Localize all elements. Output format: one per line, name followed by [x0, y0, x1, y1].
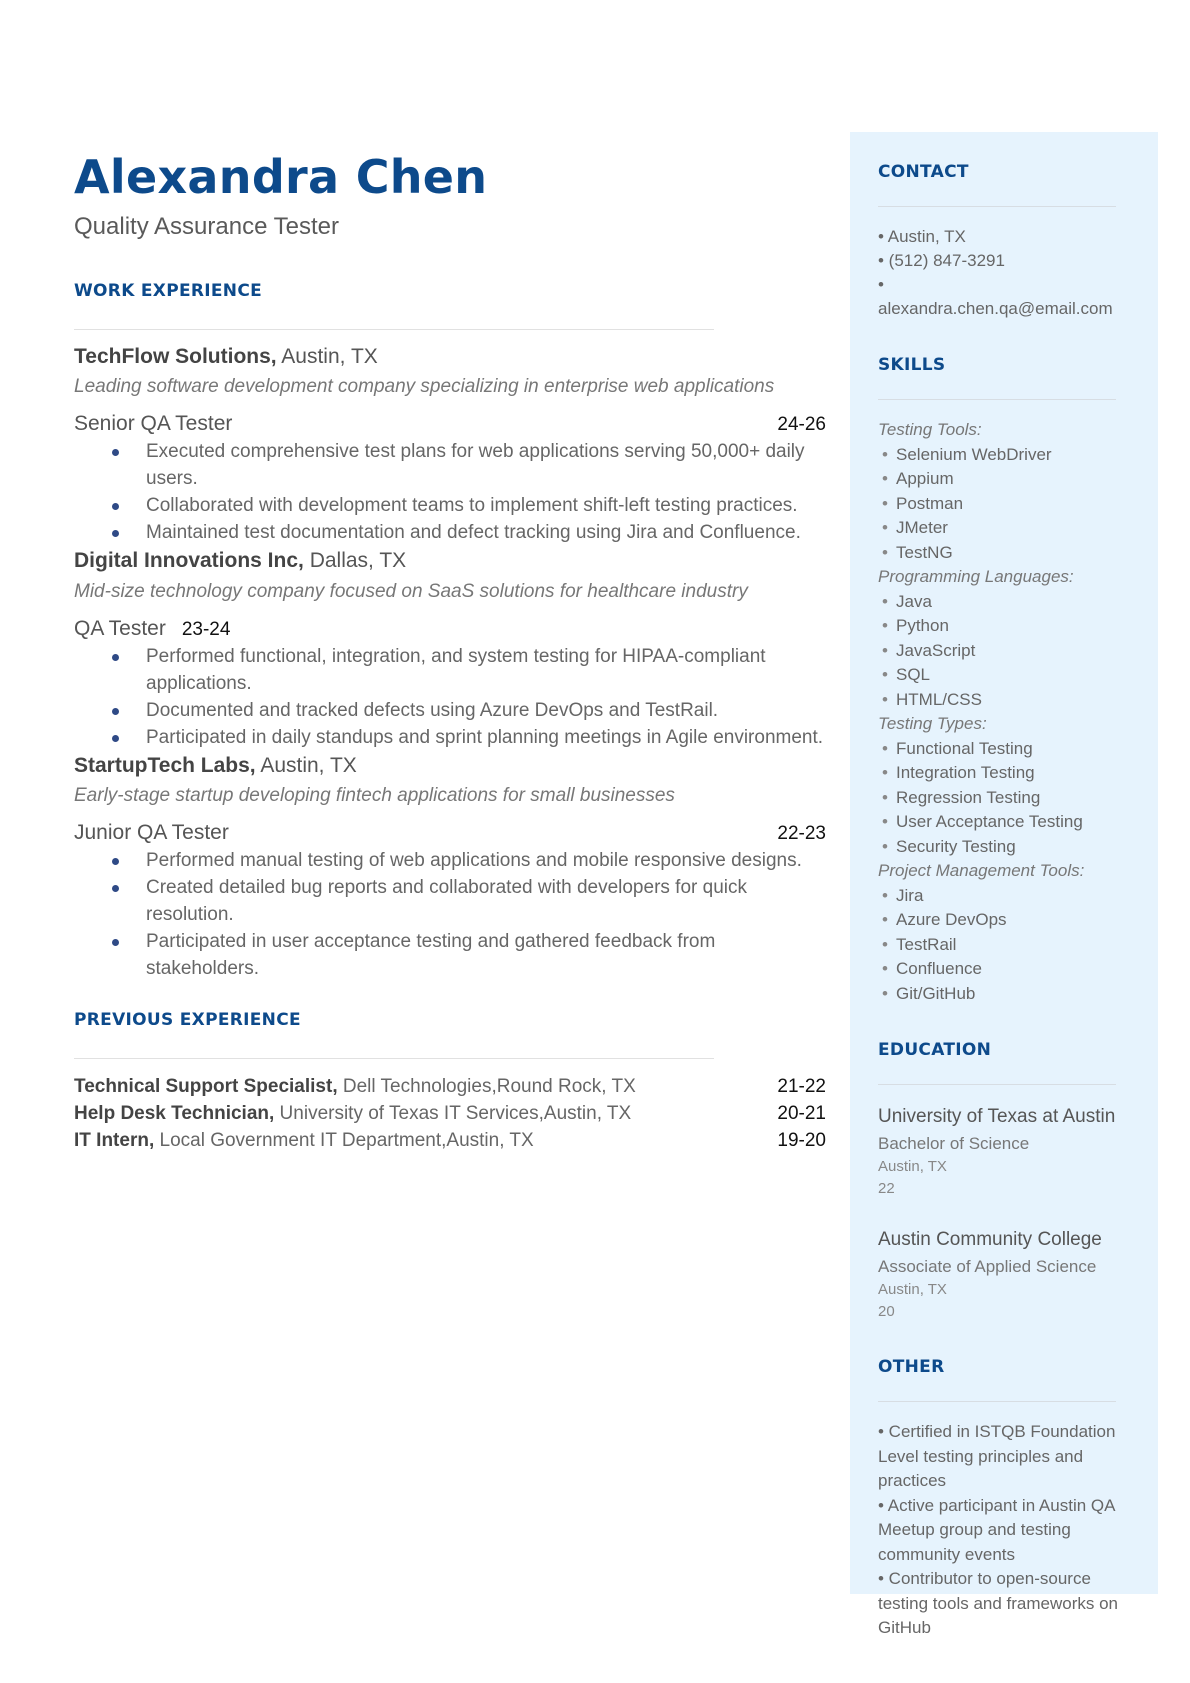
company-name: StartupTech Labs,: [74, 753, 256, 777]
skill-name: Functional Testing: [896, 738, 1033, 758]
skill-bullet: •: [882, 910, 888, 929]
responsibility-item: Performed manual testing of web applications and mobile responsive designs.: [74, 847, 826, 874]
role-dates: 24-26: [777, 414, 826, 436]
role-dates: 22-23: [777, 822, 826, 844]
skills-heading: SKILLS: [878, 355, 946, 375]
section-divider: [878, 1084, 1116, 1085]
contact-location: • Austin, TX: [878, 227, 966, 246]
skill-bullet: •: [882, 518, 888, 537]
skill-item: [878, 467, 1138, 492]
skill-name: TestRail: [896, 934, 957, 954]
skill-name: Java: [896, 591, 932, 611]
education-entry: [878, 1226, 1138, 1323]
skill-bullet: •: [882, 444, 888, 464]
role-line: [74, 821, 826, 845]
skill-name: HTML/CSS: [896, 689, 982, 709]
skill-name: Security Testing: [896, 836, 1016, 856]
education-degree: Bachelor of Science: [878, 1134, 1030, 1153]
contact-email-bullet: •: [878, 275, 884, 294]
skill-name: Python: [896, 616, 949, 635]
responsibility-list: [74, 847, 826, 982]
skill-name: Regression Testing: [896, 787, 1041, 807]
section-divider: [878, 1401, 1116, 1402]
previous-role-dates: 20-21: [777, 1102, 826, 1124]
skill-name: SQL: [896, 665, 931, 684]
skill-name: Selenium WebDriver: [896, 444, 1052, 464]
skill-name: Integration Testing: [896, 763, 1035, 782]
skill-item: [878, 688, 1138, 713]
education-entry: [878, 1103, 1138, 1200]
responsibility-item: Executed comprehensive test plans for web applications serving 50,000+ daily users.: [74, 438, 826, 492]
skill-item: [878, 884, 1138, 909]
education-school: University of Texas at Austin: [878, 1106, 1116, 1127]
skill-item: [878, 639, 1138, 664]
responsibility-item: Maintained test documentation and defect tracking using Jira and Confluence.: [74, 519, 826, 546]
company-description: Mid-size technology company focused on SaaS solutions for healthcare industry: [74, 580, 748, 602]
previous-role-org: University of Texas IT Services,Austin, TX: [274, 1102, 632, 1124]
company-location: Austin, TX: [255, 753, 357, 777]
previous-role-title: Technical Support Specialist,: [74, 1075, 338, 1097]
company-name: Digital Innovations Inc,: [74, 549, 304, 573]
skill-bullet: •: [882, 493, 888, 513]
contact-email[interactable]: alexandra.chen.qa@email.com: [878, 299, 1113, 318]
section-divider: [74, 329, 714, 330]
previous-role-org: Local Government IT Department,Austin, TX: [154, 1129, 534, 1151]
skill-bullet: •: [882, 983, 888, 1003]
previous-role: [74, 1127, 826, 1154]
skill-bullet: •: [882, 640, 888, 660]
responsibility-item: Documented and tracked defects using Azure DevOps and TestRail.: [74, 697, 826, 724]
education-year: 22: [878, 1180, 895, 1197]
previous-role: [74, 1073, 826, 1100]
skill-name: Jira: [896, 885, 924, 905]
other-item: • Active participant in Austin QA Meetup group and testing community events: [878, 1495, 1115, 1564]
skill-item: [878, 810, 1138, 835]
role-title: Junior QA Tester: [74, 820, 229, 844]
education-year: 20: [878, 1303, 895, 1320]
skill-name: Appium: [896, 469, 954, 488]
company-name: TechFlow Solutions,: [74, 345, 277, 369]
contact-heading: CONTACT: [878, 162, 969, 182]
education-location: Austin, TX: [878, 1158, 947, 1175]
skill-bullet: •: [882, 616, 888, 635]
previous-role-org: Dell Technologies,Round Rock, TX: [337, 1075, 636, 1097]
company-description: Early-stage startup developing fintech applications for small businesses: [74, 784, 675, 806]
job-entry: [74, 753, 826, 982]
skill-bullet: •: [882, 959, 888, 978]
candidate-name: Alexandra Chen: [74, 150, 488, 204]
skill-item: [878, 492, 1138, 517]
responsibility-item: Created detailed bug reports and collaborated with developers for quick resolution.: [74, 874, 826, 928]
skill-name: Azure DevOps: [896, 910, 1007, 929]
contact-phone: • (512) 847-3291: [878, 251, 1005, 270]
job-entry: [74, 548, 826, 750]
skill-bullet: •: [882, 934, 888, 954]
previous-experience-list: [74, 1073, 826, 1154]
skill-name: Git/GitHub: [896, 983, 976, 1003]
skill-bullet: •: [882, 542, 888, 562]
education-location: Austin, TX: [878, 1281, 947, 1298]
section-divider: [74, 1058, 714, 1059]
skill-bullet: •: [882, 665, 888, 684]
sidebar-content: [878, 162, 1138, 1641]
skills-list: [878, 418, 1138, 1006]
responsibility-item: Participated in user acceptance testing and gathered feedback from stakeholders.: [74, 928, 826, 982]
skill-bullet: •: [882, 812, 888, 831]
skill-item: [878, 443, 1138, 468]
skill-bullet: •: [882, 469, 888, 488]
skill-bullet: •: [882, 689, 888, 709]
section-divider: [878, 206, 1116, 207]
responsibility-list: [74, 643, 826, 751]
main-column: [74, 150, 826, 1154]
role-line: [74, 412, 826, 436]
job-entry: [74, 344, 826, 546]
previous-role-title: Help Desk Technician,: [74, 1102, 275, 1124]
skill-name: JMeter: [896, 518, 948, 537]
skill-item: [878, 933, 1138, 958]
work-experience-heading: WORK EXPERIENCE: [74, 281, 263, 302]
skill-item: [878, 786, 1138, 811]
section-divider: [878, 399, 1116, 400]
skill-category: Testing Tools:: [878, 420, 982, 439]
skill-item: [878, 957, 1138, 982]
education-degree: Associate of Applied Science: [878, 1257, 1097, 1276]
company-location: Austin, TX: [276, 345, 378, 369]
previous-role-title: IT Intern,: [74, 1129, 155, 1151]
skill-bullet: •: [882, 738, 888, 758]
previous-role: [74, 1100, 826, 1127]
company-line: [74, 344, 826, 370]
role-line: [74, 617, 826, 641]
job-title: Quality Assurance Tester: [74, 213, 340, 241]
other-item: • Contributor to open-source testing tools and frameworks on GitHub: [878, 1569, 1119, 1637]
role-dates: 23-24: [181, 618, 231, 640]
responsibility-item: Participated in daily standups and sprint planning meetings in Agile environment.: [74, 724, 826, 751]
sidebar: [850, 132, 1158, 1637]
skill-name: TestNG: [896, 542, 953, 562]
company-description: Leading software development company specializing in enterprise web applications: [74, 376, 775, 398]
skill-item: [878, 908, 1138, 933]
skill-item: [878, 516, 1138, 541]
previous-experience-heading: PREVIOUS EXPERIENCE: [74, 1009, 301, 1030]
skill-item: [878, 982, 1138, 1007]
responsibility-list: [74, 438, 826, 546]
previous-role-dates: 19-20: [777, 1129, 826, 1151]
skill-item: [878, 614, 1138, 639]
skill-item: [878, 761, 1138, 786]
previous-role-dates: 21-22: [777, 1075, 826, 1097]
skill-bullet: •: [882, 836, 888, 856]
responsibility-item: Performed functional, integration, and system testing for HIPAA-compliant applications.: [74, 643, 826, 697]
education-school: Austin Community College: [878, 1229, 1102, 1250]
skill-name: User Acceptance Testing: [896, 812, 1083, 831]
role-title: QA Tester: [74, 616, 166, 640]
skill-item: [878, 737, 1138, 762]
skill-bullet: •: [882, 787, 888, 807]
company-location: Dallas, TX: [303, 549, 407, 573]
other-heading: OTHER: [878, 1357, 945, 1377]
role-title: Senior QA Tester: [74, 412, 233, 436]
skill-item: [878, 541, 1138, 566]
education-heading: EDUCATION: [878, 1040, 992, 1060]
skill-bullet: •: [882, 591, 888, 611]
company-line: [74, 753, 826, 779]
company-line: [74, 548, 826, 574]
skill-item: [878, 590, 1138, 615]
skill-category: Testing Types:: [878, 714, 987, 733]
responsibility-item: Collaborated with development teams to implement shift-left testing practices.: [74, 492, 826, 519]
skill-bullet: •: [882, 763, 888, 782]
other-item: • Certified in ISTQB Foundation Level testing principles and practices: [878, 1422, 1116, 1490]
skill-category: Programming Languages:: [878, 567, 1074, 586]
skill-bullet: •: [882, 885, 888, 905]
skill-name: Postman: [896, 493, 964, 513]
skill-name: Confluence: [896, 959, 983, 978]
skill-category: Project Management Tools:: [878, 861, 1085, 880]
skill-item: [878, 835, 1138, 860]
skill-name: JavaScript: [896, 640, 976, 660]
skill-item: [878, 663, 1138, 688]
